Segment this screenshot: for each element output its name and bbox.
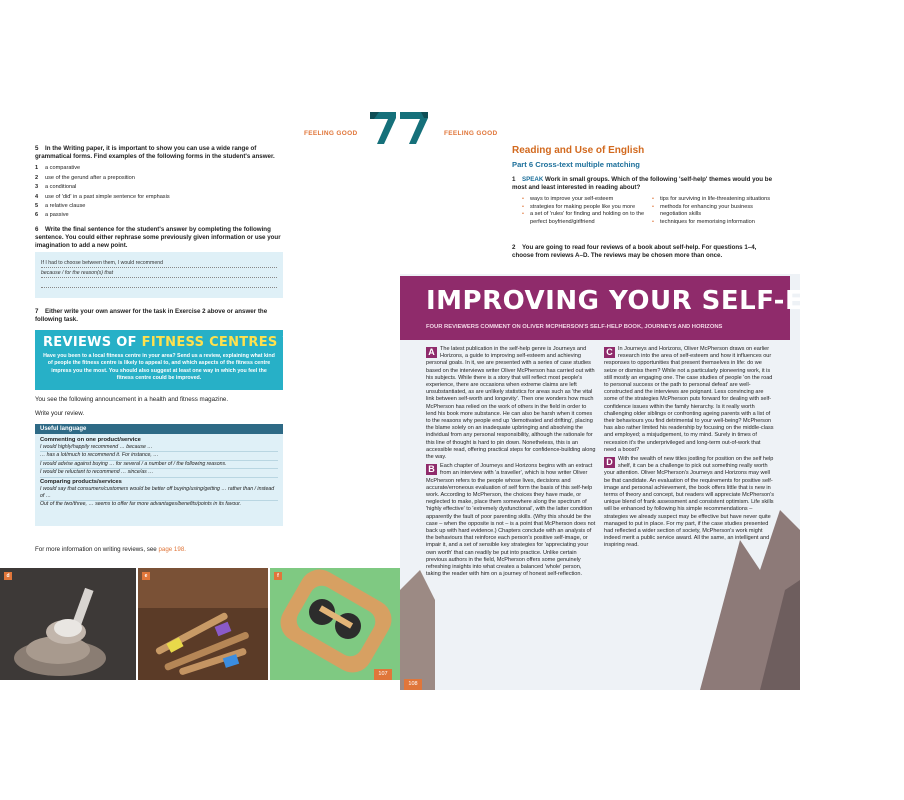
list-item: • strategies for making people like you more [522,204,646,212]
review-d: D With the wealth of new titles jostling for position on the self help shelf, it can be a challenge to pick out something really worth your attention. Oliver McPherson's Journeys and Horizons may well be that candidate. An evaluation of the requirements for positive self-image and personal achievement, the book offers little that is new in terms of theory and concept, but readers will appreciate McPherson's unique blend of frank assessment and consistent optimism. Life skills will be enhanced by following his simple recommendations – strategies we already suspect may be effective but have never quite managed to put in place. For my part, if the case studies presented had reflected a wider section of society, McPherson's work might indeed merit a public service award. All the same, an intelligent and inspiring read. [604,456,775,549]
list-item: 5 a relative clause [35,203,86,210]
photo-d [0,568,136,680]
review-b: B Each chapter of Journeys and Horizons begins with an extract from an interview with 'a traveller', which is how writer Oliver McPherson refers to the people whose lives, decisions and accurate/erroneous evaluation of self form the basis of this self-help work. According to McPherson, the choices they have made, or neglected to make, place them somewhere along the spectrum of 'highly effective' to 'extremely dysfunctional', with the latter condition apparently the fault of poor parenting skills. (Why this should be the case – when the opposite is not – is a point that McPherson does not back up with hard evidence.) Chapters conclude with an analysis of the behaviours that reinforce each person's positive self-image, or impair it, and a set of sensible key strategies for 'appreciating your own worth' that can readily be put into practice. Unlike certain previous authors in the field, McPherson offers some genuinely refreshing insights into what creates a balanced 'whole' person, taking the reader with him on a journey of honest self-reflection. [426,463,596,578]
speak-label: SPEAK [522,176,544,183]
answer-line-2[interactable]: because / for the reason(s) that [41,268,277,278]
list-item: • tips for surviving in life-threatening situations [652,196,776,204]
exercise-5-options [35,164,285,220]
review-a: A The latest publication in the self-help genre is Journeys and Horizons, a guide to improving self-esteem and achieving personal goals. In it, we are presented with a series of case studies based on the interviews writer Oliver McPherson has carried out with his subjects. While there is a story that will reflect most people's experience, there are occasions when extreme claims are left unsubstantiated, as are unlikely statistics for areas such as 'the vital link between self-worth and longevity'. Then one wonders how much McPherson has relied on the work of others in the field in order to lend his book more substance. He can also be harsh when it comes to the reasons why people end up 'demotivated and drifting', placing the blame solely on an inadequate upbringing and absolving the individual from any personal responsibility, although the rationale for this line of thought is hard to pin down. Nonetheless, this is an accessible read, offering practical steps for confidence-building along the way. [426,346,596,461]
group-2-title: Comparing products/services [40,478,122,485]
list-item: • ways to improve your self-esteem [522,196,646,204]
review-c-letter: C [604,347,615,358]
page-number-107: 107 [374,669,392,680]
exercise-6-instruction: Write the final sentence for the student's answer by completing the following sentence. You could either rephrase some previously given information or use your imagination to add a new point. [35,226,281,250]
toothbrushes-icon [138,568,268,680]
fitness-box-body: Have you been to a local fitness centre in your area? Send us a review, explaining what kind of people the fitness centre is likely to appeal to, and which aspects of the fitness centre impress you the most. You should also suggest at least one way in which you feel the fitness centre could be improved. [43,353,275,382]
useful-language-heading: Useful language [35,424,283,434]
group-1-title: Commenting on one product/service [40,437,141,443]
review-a-letter: A [426,347,437,358]
page-198-link[interactable]: page 198. [158,546,186,553]
write-review-text: Write your review. [35,410,85,417]
phrase-item: … has a lot/much to recommend it. For instance, … [40,452,278,460]
logo-left-seven [370,112,396,144]
fitness-box-title: REVIEWS OF FITNESS CENTRES WANTED [43,335,348,350]
review-d-letter: D [604,457,615,468]
phrase-item: I would highly/happily recommend … because … [40,444,278,452]
photo-e-label: e [142,572,150,580]
photo-e [138,568,268,680]
article-title: IMPROVING YOUR SELF-ESTEEM [426,286,904,316]
list-item: 2 use of the gerund after a preposition [35,174,135,181]
phrase-item: I would be reluctant to recommend … since/as … [40,469,278,477]
list-item: 4 use of 'did' in a past simple sentence for emphasis [35,193,170,200]
exercise-5-instruction: In the Writing paper, it is important to show you can use a wide range of grammatical forms. Find examples of the following forms in the student's answer. [35,145,275,161]
phrase-item: I would say that consumers/customers would be better off buying/using/getting … rather than / instead of … [40,486,278,502]
review-c: C In Journeys and Horizons, Oliver McPherson draws on earlier research into the area of self-esteem and how it influences our responses to opportunities that present themselves in life: do we seize or dismiss them? While not a particularly pioneering work, it is still mostly an engaging one. The case studies of people 'on the road to personal success or the path to personal defeat' are well-constructed and the interviews are poignant. Less convincing are some of the strategies McPherson puts forward for dealing with self-confidence issues within the family hierarchy. Is it really worth challenging older siblings or confronting ageing parents with a list of their behaviours you find detrimental to your well-being? McPherson has also rather limited his readership by focusing on the middle-class and employed; a misjudgement, to my mind. Surely in times of recession it's the underprivileged and long-term out-of-work that need a boost? [604,346,774,453]
article-subtitle: FOUR REVIEWERS COMMENT ON OLIVER MCPHERSON'S SELF-HELP BOOK, JOURNEYS AND HORIZONS [426,324,723,330]
right-running-head: FEELING GOOD [444,130,498,137]
list-item: 1 a comparative [35,165,81,172]
exercise-7-instruction: Either write your own answer for the task in Exercise 2 above or answer the following task. [35,308,268,324]
exercise-7 [35,308,285,324]
useful-language-box [35,424,283,526]
more-info: For more information on writing reviews, see page 198. [35,546,186,553]
section-title: Reading and Use of English [512,145,645,156]
announcement-text: You see the following announcement in a health and fitness magazine. [35,396,229,403]
answer-box[interactable] [35,252,283,298]
list-item: • techniques for memorising information [652,219,776,227]
phrase-item: I would advise against buying … for several / a number of / the following reasons. [40,461,278,469]
logo-right-seven [400,112,428,144]
massage-roller-icon [270,568,400,680]
themes-left [522,196,646,226]
answer-line-3[interactable] [41,278,277,288]
list-item: • methods for enhancing your business negotiation skills [652,204,776,219]
photo-f [270,568,400,680]
exercise-6-number: 6 [35,226,39,233]
article-banner [400,276,904,340]
list-item: 3 a conditional [35,184,77,191]
article-column-left [426,346,596,579]
photo-f-label: f [274,572,282,580]
fitness-announcement-box [35,330,348,390]
list-item: 6 a passive [35,212,69,219]
phrase-item: Out of the two/three, … seems to offer far more advantages/benefits/points in its favour. [40,501,242,508]
page-number-108: 108 [404,679,422,690]
answer-line-1[interactable]: If I had to choose between them, I would recommend [41,258,277,268]
right-exercise-2: 2 You are going to read four reviews of a book about self-help. For questions 1–4, choose from reviews A–D. The reviews may be chosen more than once. [512,244,757,260]
photo-d-label: d [4,572,12,580]
protein-powder-icon [0,568,136,680]
unit-7-logo [366,108,432,148]
right-exercise-1: 1 SPEAK Work in small groups. Which of the following 'self-help' themes would you be most and least interested in reading about? [512,176,773,192]
list-item: • a set of 'rules' for finding and holding on to the perfect boyfriend/girlfriend [522,211,646,226]
article-column-right [604,346,774,550]
exercise-5-number: 5 [35,145,39,152]
review-b-letter: B [426,464,437,475]
themes-right [652,196,776,226]
exercise-5 [35,145,285,221]
exercise-6 [35,226,285,251]
left-running-head: FEELING GOOD [304,130,358,137]
part-title: Part 6 Cross-text multiple matching [512,160,640,169]
exercise-7-number: 7 [35,308,39,315]
